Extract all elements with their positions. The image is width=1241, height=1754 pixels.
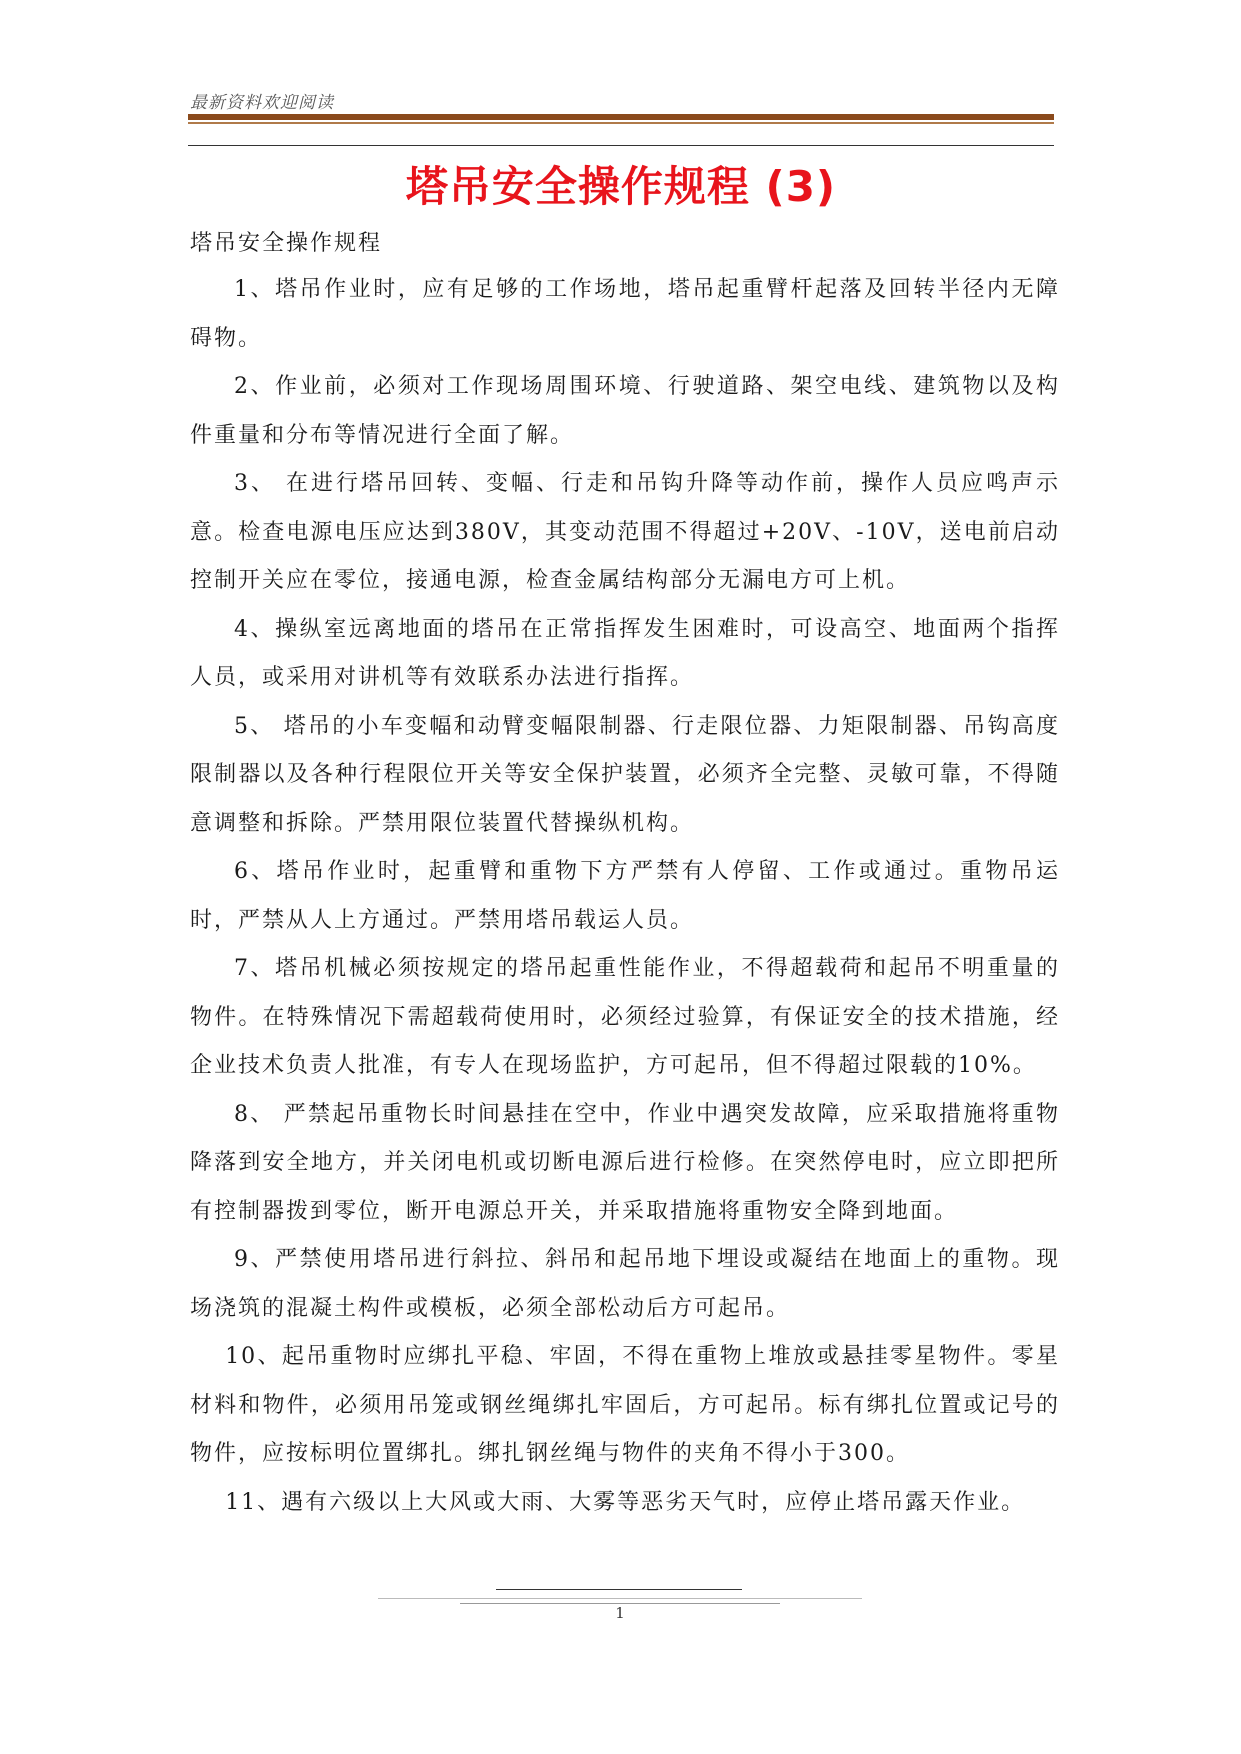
paragraph-11: 11、遇有六级以上大风或大雨、大雾等恶劣天气时，应停止塔吊露天作业。 [225,1489,1026,1515]
paragraph-9: 9、严禁使用塔吊进行斜拉、斜吊和起吊地下埋设或凝结在地面上的重物。现场浇筑的混凝土构件或模板，必须全部松动后方可起吊。 [190,1247,1060,1321]
footer-rule-long [378,1598,862,1599]
paragraph-4: 4、操纵室远离地面的塔吊在正常指挥发生困难时，可设高空、地面两个指挥人员，或采用对讲机等有效联系办法进行指挥。 [190,616,1060,690]
paragraph-5: 5、 塔吊的小车变幅和动臂变幅限制器、行走限位器、力矩限制器、吊钩高度限制器以及各种行程限位开关等安全保护装置，必须齐全完整、灵敏可靠，不得随意调整和拆除。严禁用限位装置代替操纵机构。 [190,713,1060,836]
header-rule-plain [188,145,1054,146]
paragraph-8: 8、 严禁起吊重物长时间悬挂在空中，作业中遇突发故障，应采取措施将重物降落到安全地方，并关闭电机或切断电源后进行检修。在突然停电时，应立即把所有控制器拨到零位，断开电源总开关，并采取措施将重物安全降到地面。 [190,1101,1060,1224]
paragraph-3: 3、 在进行塔吊回转、变幅、行走和吊钩升降等动作前，操作人员应鸣声示意。检查电源电压应达到380V，其变动范围不得超过+20V、-10V，送电前启动控制开关应在零位，接通电源，检查金属结构部分无漏电方可上机。 [190,471,1060,593]
page-number: 1 [615,1604,625,1622]
paragraph-2: 2、作业前，必须对工作现场周围环境、行驶道路、架空电线、建筑物以及构件重量和分布等情况进行全面了解。 [190,374,1060,448]
document-body [190,266,1060,1527]
document-title: 塔吊安全操作规程 (3) [405,162,837,211]
paragraph-1: 1、塔吊作业时，应有足够的工作场地，塔吊起重臂杆起落及回转半径内无障碍物。 [190,277,1060,351]
paragraph-7: 7、塔吊机械必须按规定的塔吊起重性能作业，不得超载荷和起吊不明重量的物件。在特殊情况下需超载荷使用时，必须经过验算，有保证安全的技术措施，经企业技术负责人批准，有专人在现场监护，方可起吊，但不得超过限载的10%。 [190,956,1060,1078]
header-rule-thin [188,122,1054,124]
document-subtitle: 塔吊安全操作规程 [190,231,383,256]
paragraph-10: 10、起吊重物时应绑扎平稳、牢固，不得在重物上堆放或悬挂零星物件。零星材料和物件，必须用吊笼或钢丝绳绑扎牢固后，方可起吊。标有绑扎位置或记号的物件，应按标明位置绑扎。绑扎钢丝绳与物件的夹角不得小于300。 [190,1344,1060,1466]
page-header-text: 最新资料欢迎阅读 [190,93,334,113]
paragraph-6: 6、塔吊作业时，起重臂和重物下方严禁有人停留、工作或通过。重物吊运时，严禁从人上方通过。严禁用塔吊载运人员。 [190,859,1060,933]
header-rule-thick [188,114,1054,120]
footer-rule-short [496,1589,742,1590]
